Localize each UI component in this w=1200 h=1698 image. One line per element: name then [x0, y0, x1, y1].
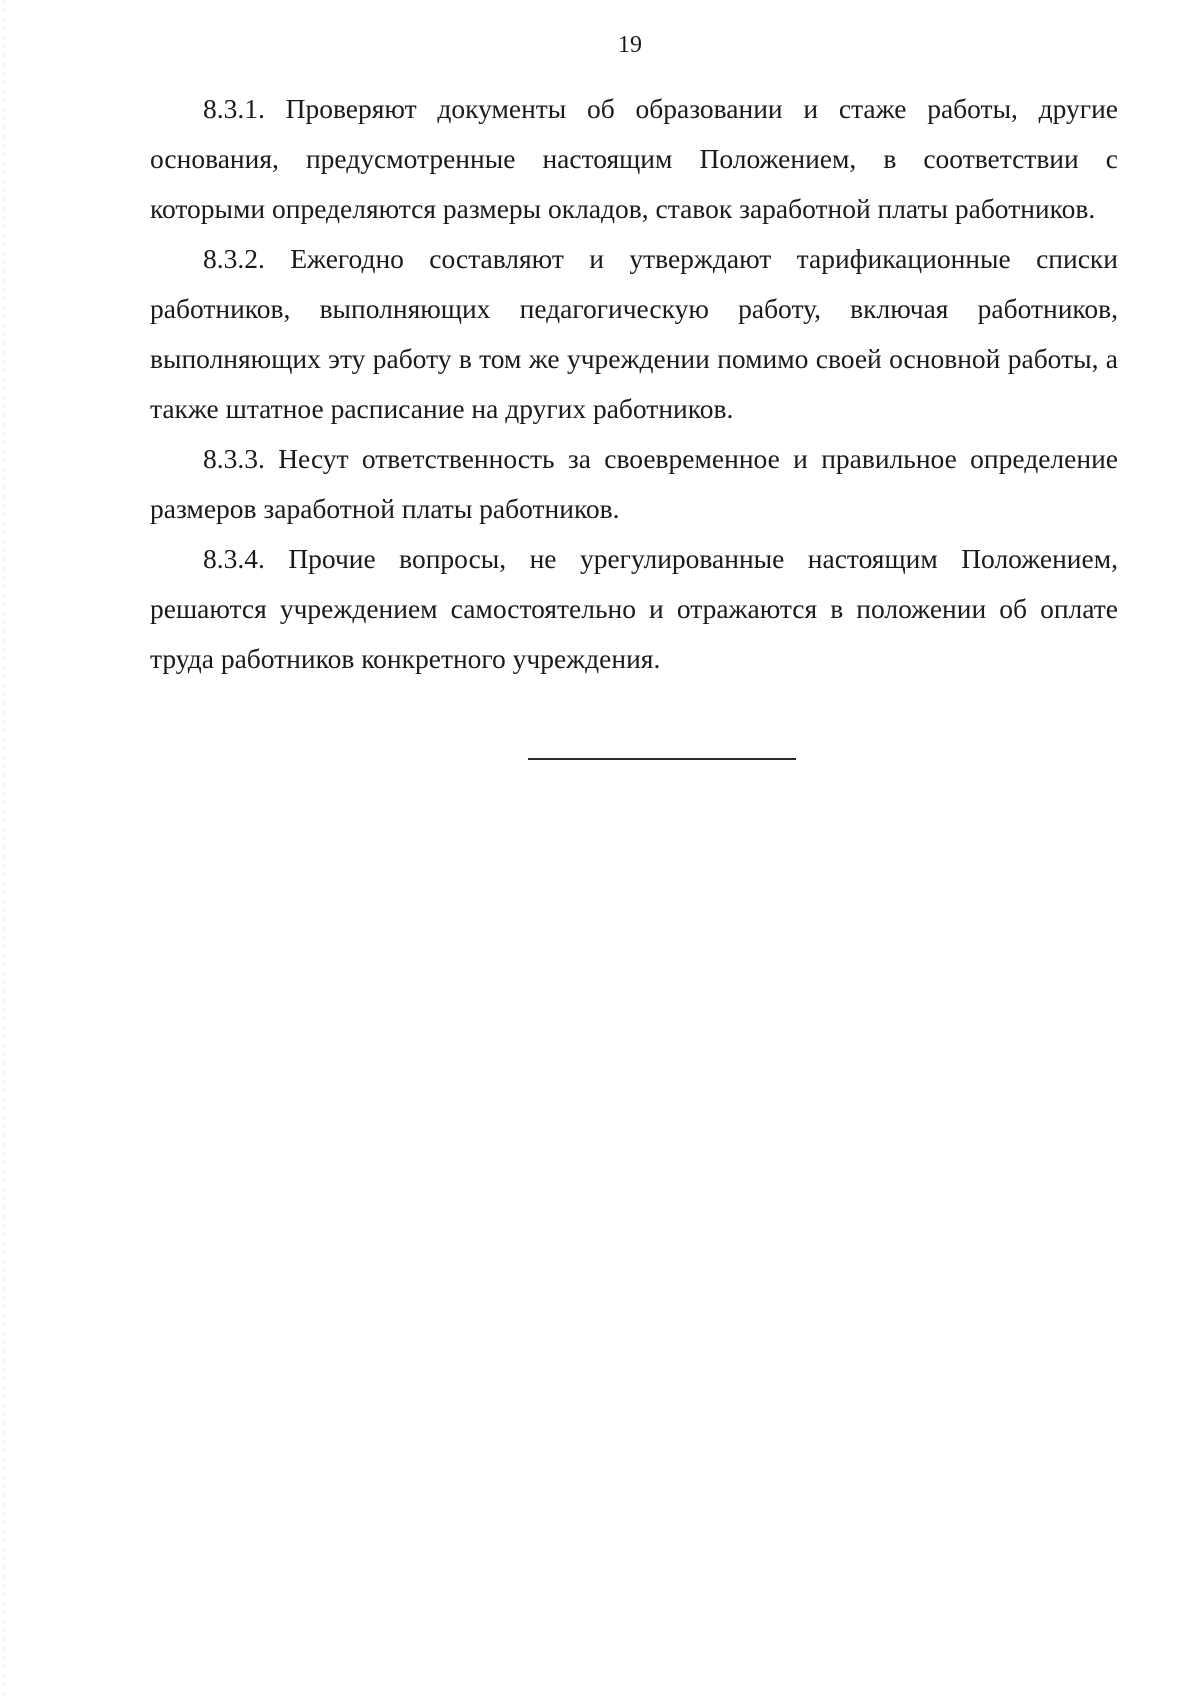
paragraph-8-3-3: 8.3.3. Несут ответственность за своевременное и правильное определение размеров заработной платы работников.: [150, 443, 1118, 524]
page-number: 19: [618, 32, 642, 58]
document-body: [150, 84, 1118, 684]
end-of-text-rule: [528, 758, 796, 760]
paragraph-8-3-4: 8.3.4. Прочие вопросы, не урегулированные настоящим Положением, решаются учреждением самостоятельно и отражаются в положении об оплате труда работников конкретного учреждения.: [150, 543, 1118, 674]
paragraph-8-3-2: 8.3.2. Ежегодно составляют и утверждают тарификационные списки работников, выполняющих педагогическую работу, включая работников, выполняющих эту работу в том же учреждении помимо своей основной работы, а также штатное расписание на других работников.: [150, 243, 1118, 424]
scan-edge-mark: [4, 0, 5, 1698]
paragraph-8-3-1: 8.3.1. Проверяют документы об образовании и стаже работы, другие основания, предусмотренные настоящим Положением, в соответствии с которыми определяются размеры окладов, ставок заработной платы работников.: [150, 93, 1118, 224]
